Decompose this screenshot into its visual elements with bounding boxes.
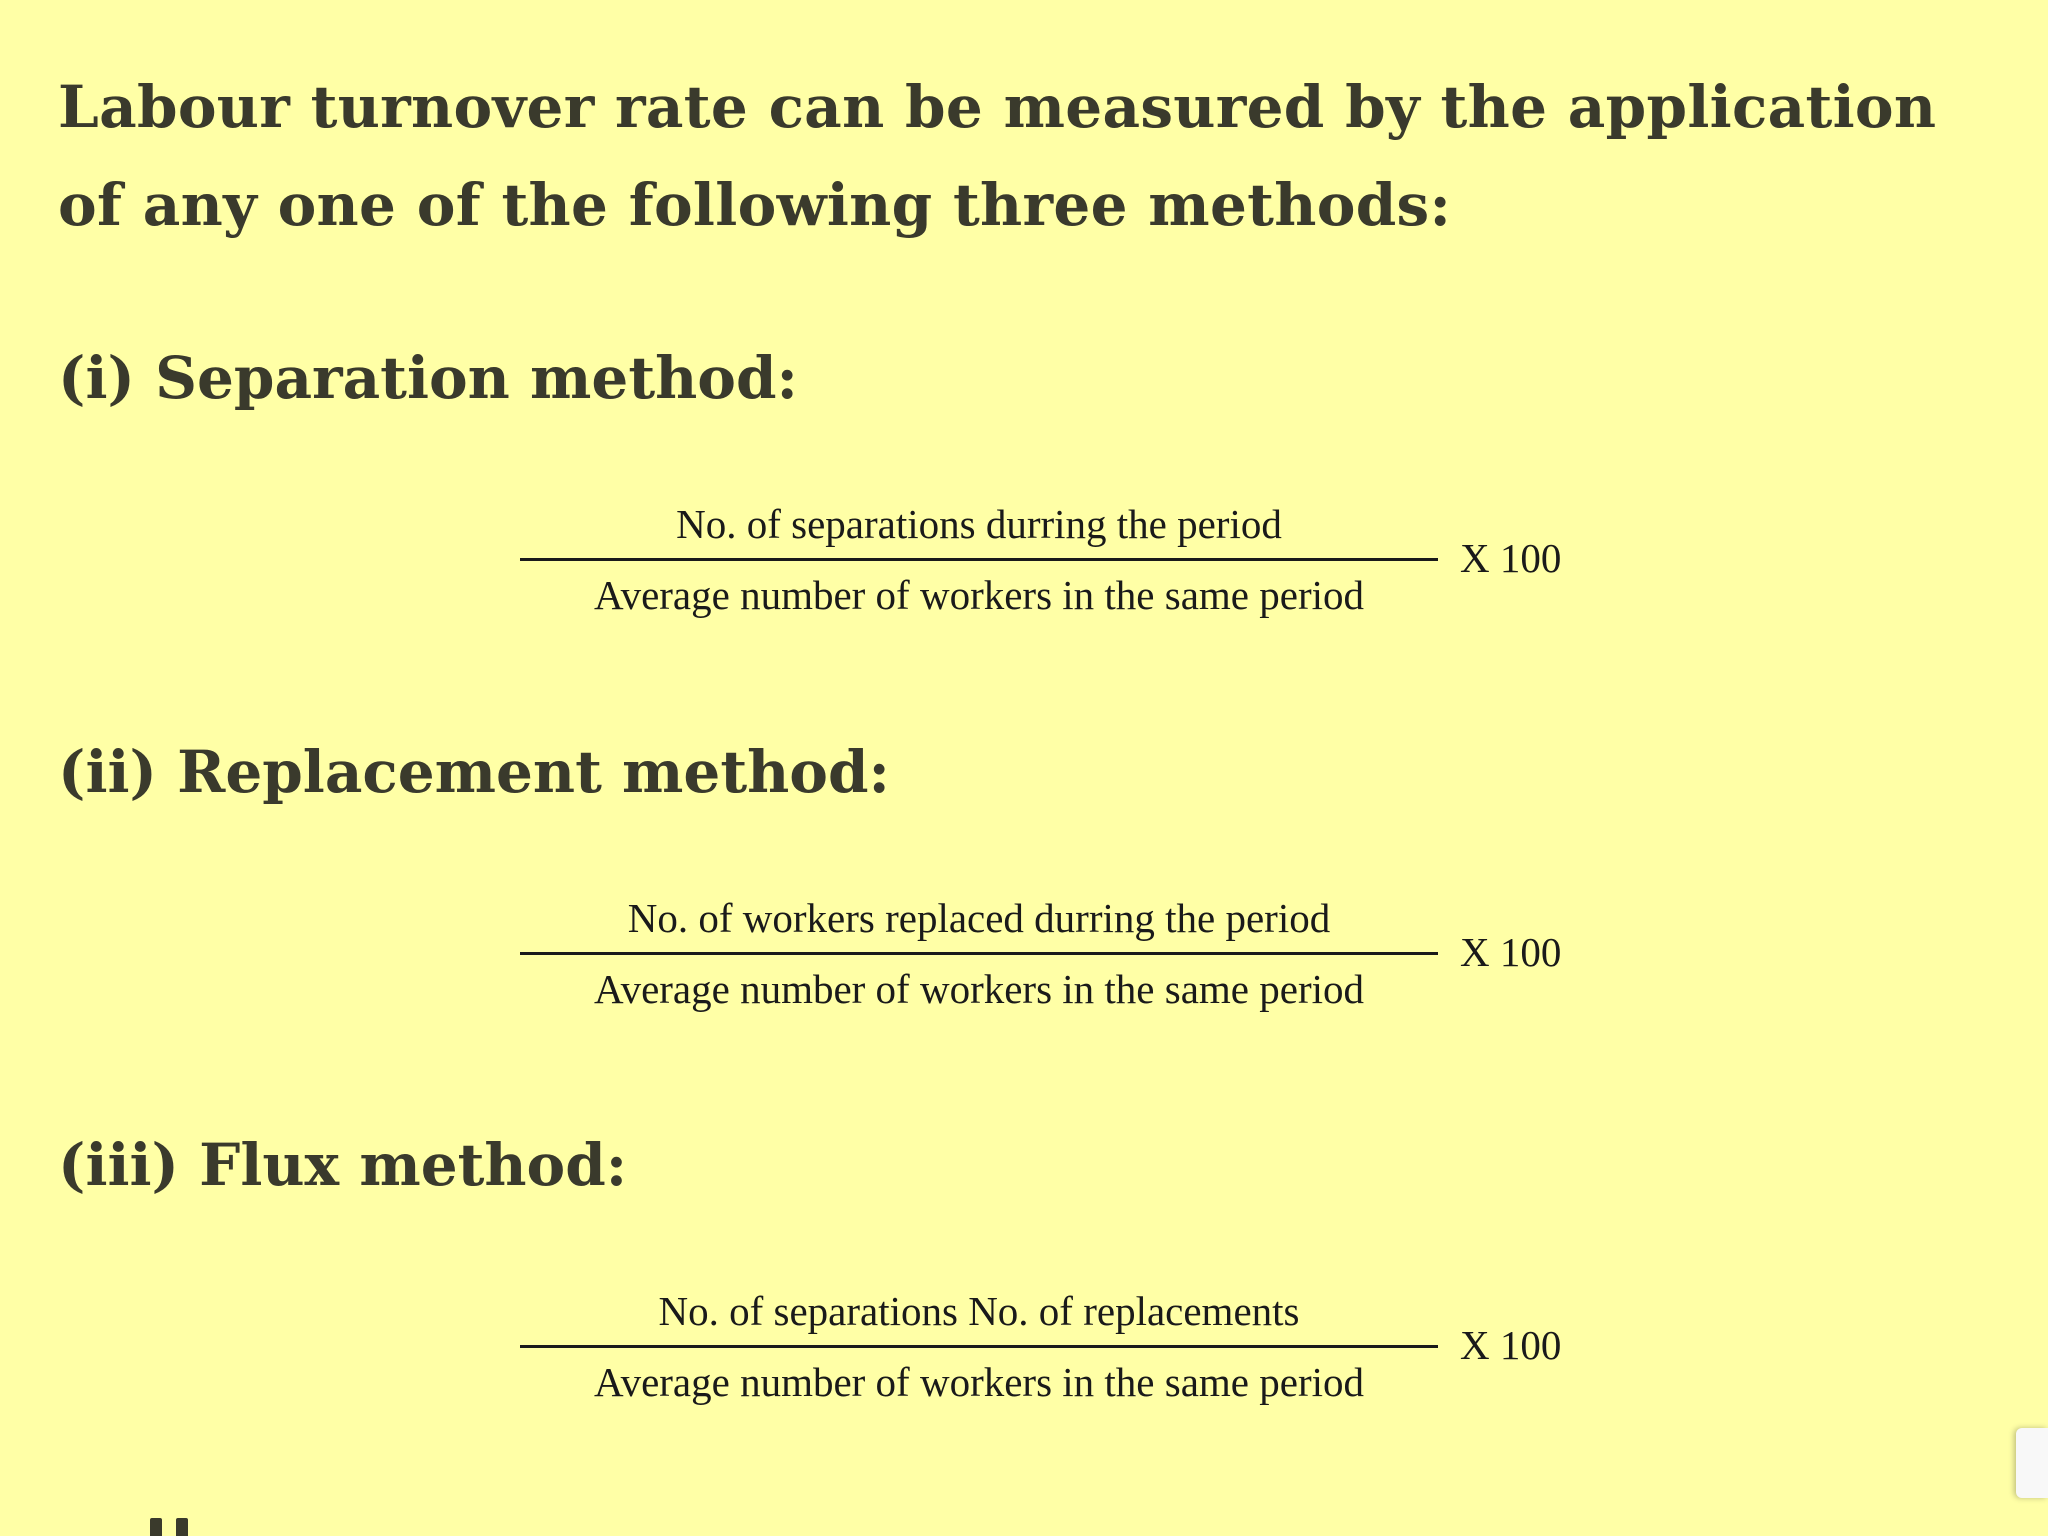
fraction (520, 498, 1438, 621)
fraction (520, 892, 1438, 1015)
flux-method-heading: (iii) Flux method: (58, 1131, 628, 1199)
recaptcha-badge[interactable] (2016, 1428, 2048, 1498)
formula-numerator: No. of separations durring the period (676, 501, 1282, 547)
formula-multiplier: X 100 (1460, 534, 1562, 581)
formula-multiplier: X 100 (1460, 928, 1562, 975)
formula-numerator: No. of workers replaced durring the period (627, 895, 1331, 941)
separation-method-heading: (i) Separation method: (58, 344, 798, 412)
formula-denominator: Average number of workers in the same period (594, 966, 1364, 1012)
formula-numerator: No. of separations No. of replacements (658, 1288, 1300, 1334)
formula-denominator: Average number of workers in the same period (594, 1359, 1364, 1405)
formula-multiplier: X 100 (1460, 1321, 1562, 1368)
replacement-formula (520, 892, 1561, 1015)
separation-formula (520, 498, 1561, 621)
intro-paragraph: Labour turnover rate can be measured by the application of any one of the following three methods: (58, 73, 1937, 239)
flux-formula (520, 1285, 1561, 1408)
next-heading-fragment (150, 1518, 230, 1536)
fraction (520, 1285, 1438, 1408)
formula-denominator: Average number of workers in the same period (594, 572, 1364, 618)
replacement-method-heading: (ii) Replacement method: (58, 738, 890, 806)
